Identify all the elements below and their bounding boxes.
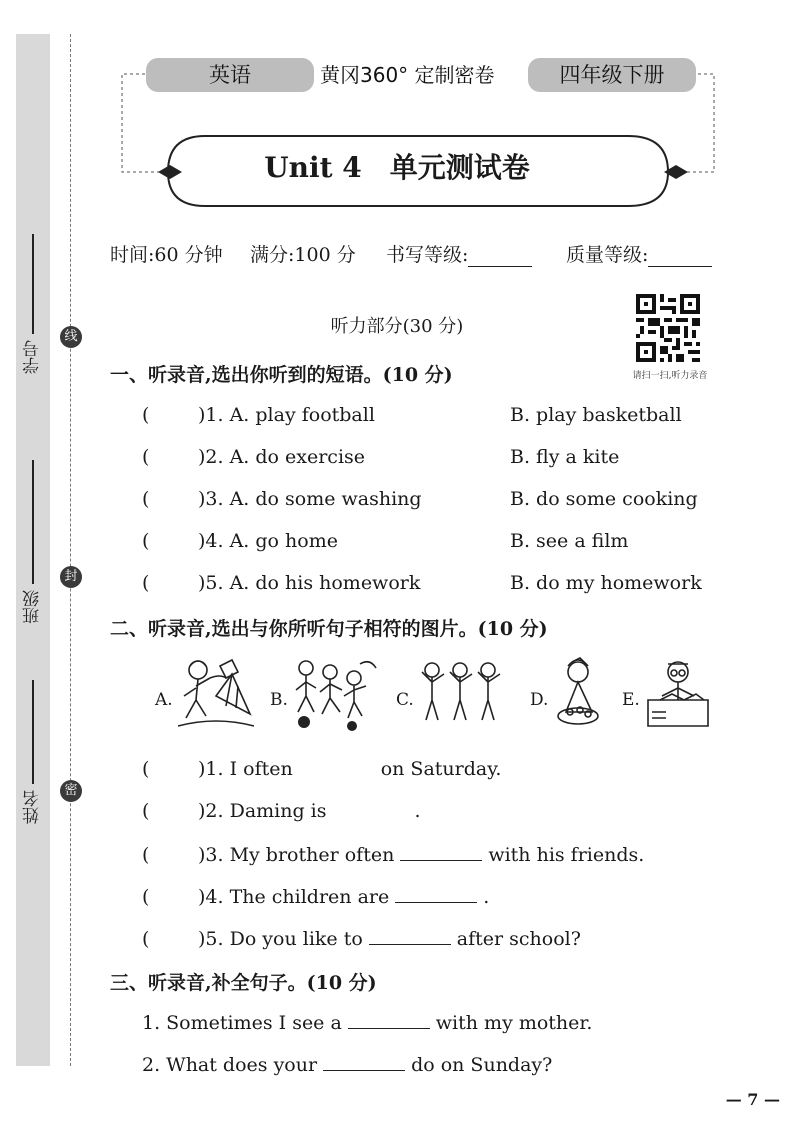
answer-blank[interactable] [395, 884, 477, 903]
question-row: ( )2. Daming is . [142, 800, 421, 822]
writing-grade-info: 书写等级: [386, 240, 532, 267]
question-row: ( )5. Do you like to after school? [142, 928, 581, 950]
sentence-row: 1. Sometimes I see a with my mother. [142, 1012, 593, 1034]
picture-label-d: D. [530, 690, 549, 710]
section2-title: 二、听录音,选出与你所听句子相符的图片。(10 分) [110, 618, 548, 640]
question-row: ( )5. A. do his homework [142, 572, 421, 594]
option-b: B. play basketball [510, 404, 682, 426]
page-number: — 7 — [725, 1090, 780, 1109]
picture-label-e: E. [622, 690, 640, 710]
header-frame [0, 0, 794, 220]
section1-title: 一、听录音,选出你听到的短语。(10 分) [110, 364, 453, 386]
question-row: ( )2. A. do exercise [142, 446, 366, 468]
brand-title: 黄冈360° 定制密卷 [320, 63, 495, 87]
answer-blank[interactable] [323, 1052, 405, 1071]
answer-blank[interactable] [369, 926, 451, 945]
question-row: ( )1. I often on Saturday. [142, 758, 502, 780]
section3-title: 三、听录音,补全句子。(10 分) [110, 972, 377, 994]
option-b: B. fly a kite [510, 446, 620, 468]
picture-b-football-icon [290, 656, 380, 732]
picture-d-washing-icon [550, 656, 610, 732]
option-b: B. see a film [510, 530, 629, 552]
qr-caption: 请扫一扫,听力录音 [632, 371, 708, 381]
subject-pill: 英语 [146, 58, 314, 92]
question-row: ( )1. A. play football [142, 404, 375, 426]
option-b: B. do some cooking [510, 488, 698, 510]
grade-pill: 四年级下册 [528, 58, 696, 92]
class-line [32, 460, 34, 584]
picture-label-b: B. [270, 690, 288, 710]
seal-line: 线 [60, 326, 82, 348]
listening-title: 听力部分(30 分) [330, 316, 464, 337]
question-row: ( )4. A. go home [142, 530, 338, 552]
question-row: ( )3. My brother often with his friends. [142, 844, 645, 866]
seal-secret: 密 [60, 780, 82, 802]
question-row: ( )3. A. do some washing [142, 488, 422, 510]
answer-blank[interactable] [348, 1010, 430, 1029]
picture-label-a: A. [155, 690, 173, 710]
name-label: 姓名 [23, 790, 43, 824]
full-score-info: 满分:100 分 [250, 244, 356, 266]
time-info: 时间:60 分钟 [110, 244, 223, 266]
student-id-label: 学号 [23, 340, 43, 374]
name-line [32, 680, 34, 784]
picture-a-kite-icon [176, 656, 256, 732]
quality-grade-info: 质量等级: [566, 240, 712, 267]
page-title: Unit 4 单元测试卷 [264, 151, 530, 184]
seal-seal: 封 [60, 566, 82, 588]
sentence-row: 2. What does your do on Sunday? [142, 1054, 553, 1076]
qr-code-icon[interactable] [636, 294, 700, 362]
question-row: ( )4. The children are . [142, 886, 490, 908]
class-label: 班级 [23, 590, 43, 624]
picture-label-c: C. [396, 690, 414, 710]
picture-e-homework-icon [642, 656, 714, 732]
answer-blank[interactable] [400, 842, 482, 861]
picture-c-exercise-icon [416, 656, 506, 732]
option-b: B. do my homework [510, 572, 702, 594]
